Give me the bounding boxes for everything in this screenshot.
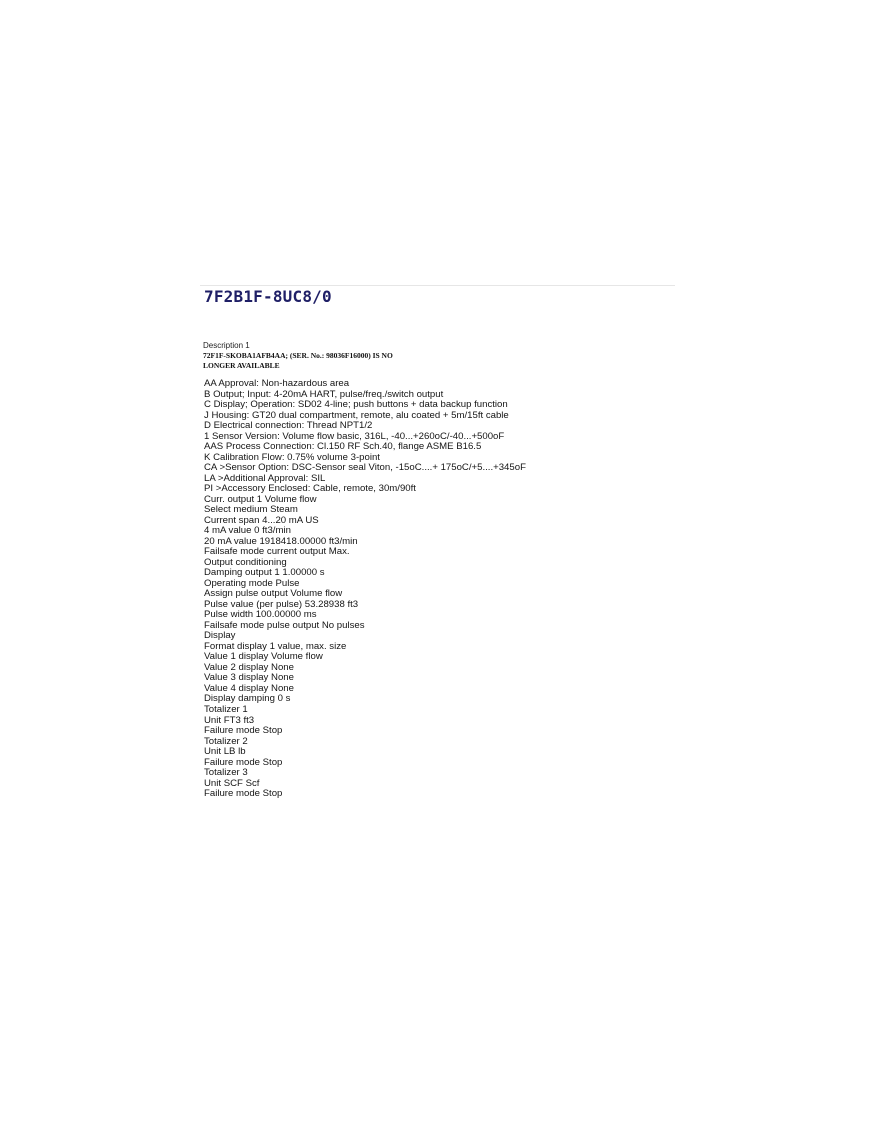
header-divider <box>200 285 675 286</box>
spec-line: AA Approval: Non-hazardous area <box>204 379 350 389</box>
spec-line: Assign pulse output Volume flow <box>204 588 343 600</box>
spec-line: Operating mode Pulse <box>204 577 300 589</box>
spec-line: 1 Sensor Version: Volume flow basic, 316L, -40...+260oC/-40...+500oF <box>204 430 505 442</box>
spec-line: K Calibration Flow: 0.75% volume 3-point <box>204 451 380 463</box>
spec-line: D Electrical connection: Thread NPT1/2 <box>204 420 373 432</box>
spec-line: Pulse width 100.00000 ms <box>204 609 317 621</box>
spec-line: LA >Additional Approval: SIL <box>204 472 326 484</box>
spec-line: Display damping 0 s <box>204 693 291 705</box>
spec-line: C Display; Operation: SD02 4-line; push buttons + data backup function <box>204 399 508 411</box>
spec-line: Failsafe mode pulse output No pulses <box>204 619 365 631</box>
spec-line: Failure mode Stop <box>204 725 283 737</box>
spec-line: 20 mA value 1918418.00000 ft3/min <box>204 535 358 547</box>
spec-line: PI >Accessory Enclosed: Cable, remote, 30m/90ft <box>204 483 416 495</box>
product-code-title: 7F2B1F-8UC8/0 <box>204 287 332 306</box>
spec-line: Select medium Steam <box>204 504 298 516</box>
spec-line: Damping output 1 1.00000 s <box>204 567 325 579</box>
spec-line: Failure mode Stop <box>204 788 283 800</box>
spec-line: Curr. output 1 Volume flow <box>204 493 317 505</box>
spec-line: Current span 4...20 mA US <box>204 514 319 526</box>
spec-line: J Housing: GT20 dual compartment, remote, alu coated + 5m/15ft cable <box>204 409 509 421</box>
spec-line: Totalizer 3 <box>204 767 248 779</box>
spec-line: Output conditioning <box>204 556 287 568</box>
spec-line: Failsafe mode current output Max. <box>204 546 350 558</box>
spec-line: Totalizer 2 <box>204 735 248 747</box>
spec-line: Pulse value (per pulse) 53.28938 ft3 <box>204 598 359 610</box>
spec-line: 4 mA value 0 ft3/min <box>204 525 291 537</box>
spec-line: Value 1 display Volume flow <box>204 651 323 663</box>
spec-line: Unit FT3 ft3 <box>204 714 255 726</box>
spec-line: B Output; Input: 4-20mA HART, pulse/freq./switch output <box>204 388 444 400</box>
spec-line: Unit LB lb <box>204 746 246 758</box>
spec-line: Value 4 display None <box>204 682 294 694</box>
spec-line: Totalizer 1 <box>204 703 248 715</box>
availability-notice: 72F1F-SKOBA1AFB4AA; (SER. No.: 98036F16000) IS NO LONGER AVAILABLE <box>203 351 393 370</box>
spec-line: Format display 1 value, max. size <box>204 640 347 652</box>
spec-line: Unit SCF Scf <box>204 777 260 789</box>
spec-list <box>204 379 564 811</box>
spec-line: Value 3 display None <box>204 672 294 684</box>
spec-line: Failure mode Stop <box>204 756 283 768</box>
spec-line: Value 2 display None <box>204 661 294 673</box>
spec-line: Display <box>204 630 236 642</box>
spec-line: CA >Sensor Option: DSC-Sensor seal Viton, -15oC....+ 175oC/+5....+345oF <box>204 462 526 474</box>
spec-line: AAS Process Connection: Cl.150 RF Sch.40, flange ASME B16.5 <box>204 441 482 453</box>
description-label: Description 1 <box>203 341 250 350</box>
